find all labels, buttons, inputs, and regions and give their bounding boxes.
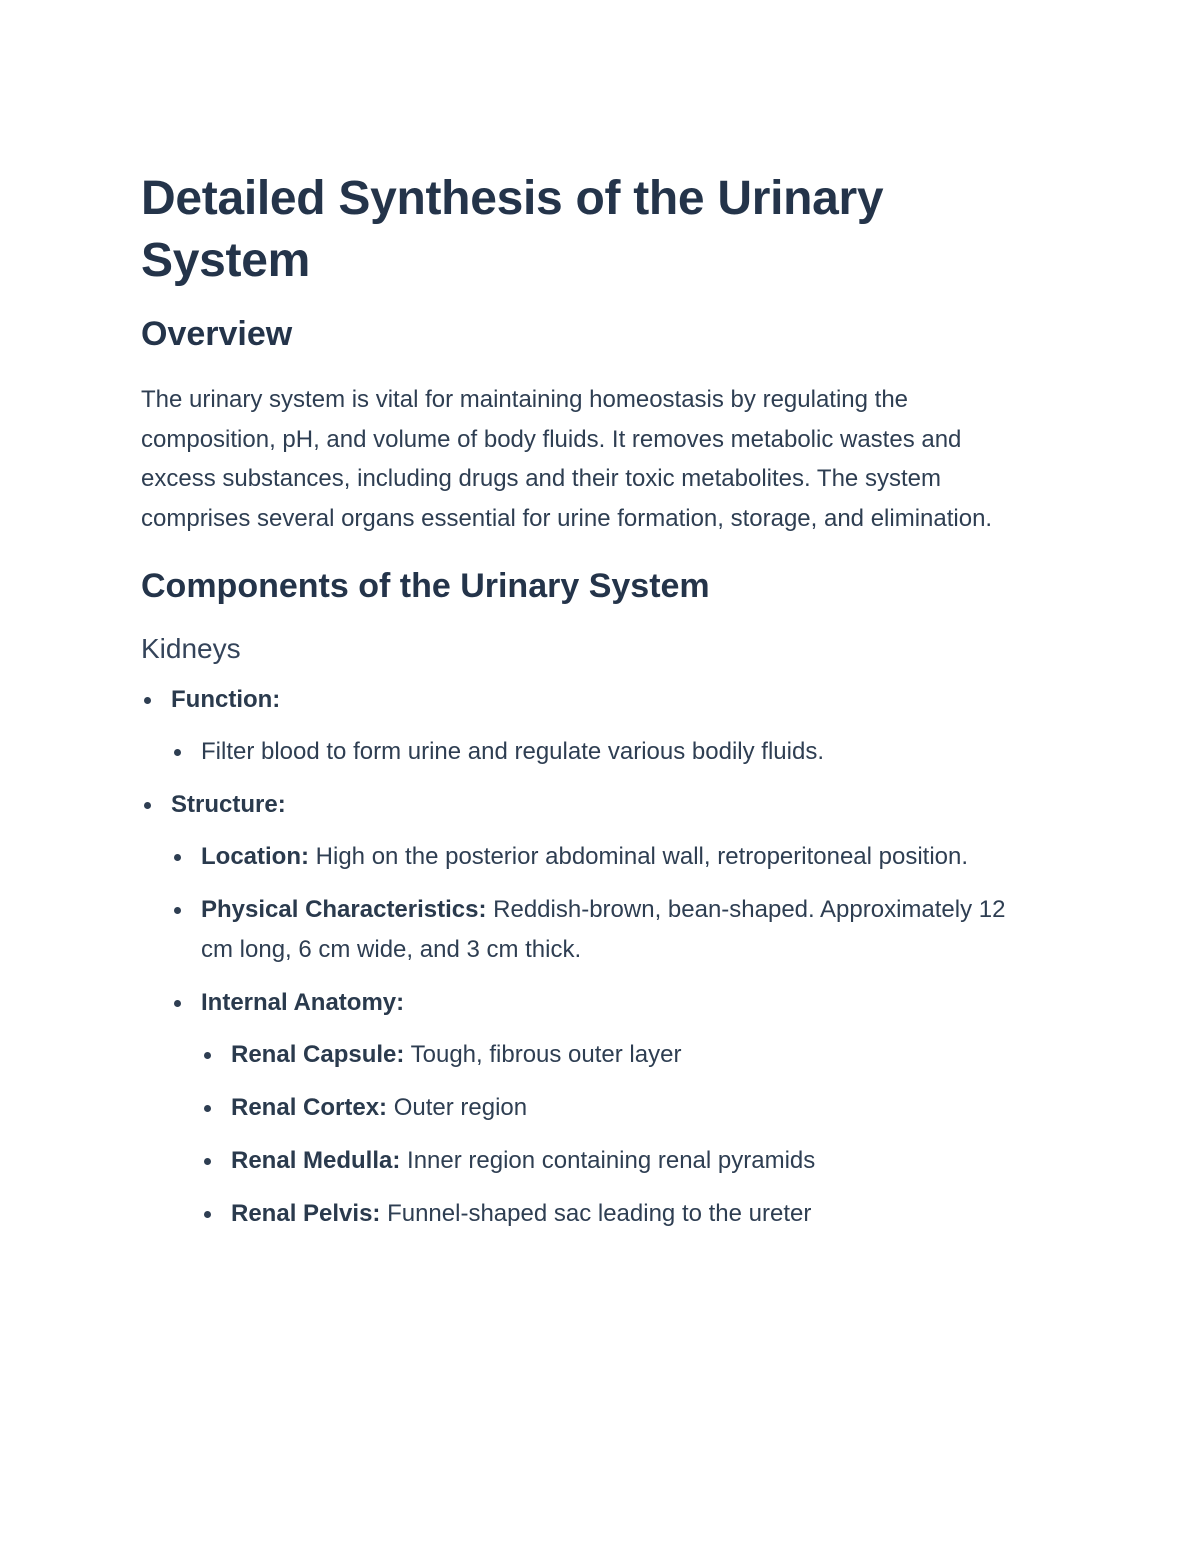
- kidneys-list: [141, 680, 1041, 1234]
- list-item-renal-medulla: [201, 1141, 1041, 1181]
- overview-paragraph: The urinary system is vital for maintaining homeostasis by regulating the composition, pH, and volume of body fluids. It removes metabolic wastes and excess substances, including drugs and their toxic metabolites. The system comprises several organs essential for urine formation, storage, and elimination.: [141, 386, 993, 532]
- renal-medulla-text: Inner region containing renal pyramids: [400, 1147, 816, 1174]
- renal-pelvis-text: Funnel-shaped sac leading to the ureter: [380, 1200, 812, 1227]
- bullet-icon: [174, 854, 181, 861]
- bullet-icon: [204, 1158, 211, 1165]
- bullet-icon: [204, 1211, 211, 1218]
- bullet-icon: [204, 1105, 211, 1112]
- renal-medulla-label: Renal Medulla:: [231, 1147, 401, 1174]
- function-sublist: [171, 732, 1041, 772]
- list-item-renal-cortex: [201, 1088, 1041, 1128]
- bullet-icon: [204, 1052, 211, 1059]
- renal-capsule-label: Renal Capsule:: [231, 1041, 405, 1068]
- list-item-physical: [171, 890, 1041, 970]
- renal-cortex-text: Outer region: [387, 1094, 528, 1121]
- list-item-location: [171, 837, 1041, 877]
- internal-sublist: [201, 1035, 1041, 1234]
- page-title: Detailed Synthesis of the Urinary System: [141, 172, 884, 287]
- list-item: [171, 732, 1041, 772]
- list-item-structure: [141, 785, 1041, 1234]
- renal-cortex-label: Renal Cortex:: [231, 1094, 388, 1121]
- function-label: Function:: [171, 686, 281, 713]
- renal-capsule-text: Tough, fibrous outer layer: [404, 1041, 682, 1068]
- location-text: High on the posterior abdominal wall, retroperitoneal position.: [309, 843, 969, 870]
- list-item-renal-capsule: [201, 1035, 1041, 1075]
- internal-label: Internal Anatomy:: [201, 989, 405, 1016]
- list-item-function: [141, 680, 1041, 772]
- bullet-icon: [144, 697, 151, 704]
- structure-sublist: [171, 837, 1041, 1234]
- renal-pelvis-label: Renal Pelvis:: [231, 1200, 381, 1227]
- list-item-internal: [171, 983, 1041, 1234]
- kidneys-heading: Kidneys: [141, 633, 241, 664]
- physical-label: Physical Characteristics:: [201, 896, 487, 923]
- function-text: Filter blood to form urine and regulate various bodily fluids.: [201, 738, 824, 765]
- components-heading: Components of the Urinary System: [141, 567, 710, 605]
- bullet-icon: [144, 802, 151, 809]
- physical-text: Reddish-brown, bean-shaped. Approximately 12 cm long, 6 cm wide, and 3 cm thick.: [201, 896, 1006, 963]
- bullet-icon: [174, 1000, 181, 1007]
- bullet-icon: [174, 749, 181, 756]
- structure-label: Structure:: [171, 791, 286, 818]
- list-item-renal-pelvis: [201, 1194, 1041, 1234]
- overview-heading: Overview: [141, 315, 293, 353]
- bullet-icon: [174, 907, 181, 914]
- document-page: [141, 168, 1041, 1247]
- location-label: Location:: [201, 843, 309, 870]
